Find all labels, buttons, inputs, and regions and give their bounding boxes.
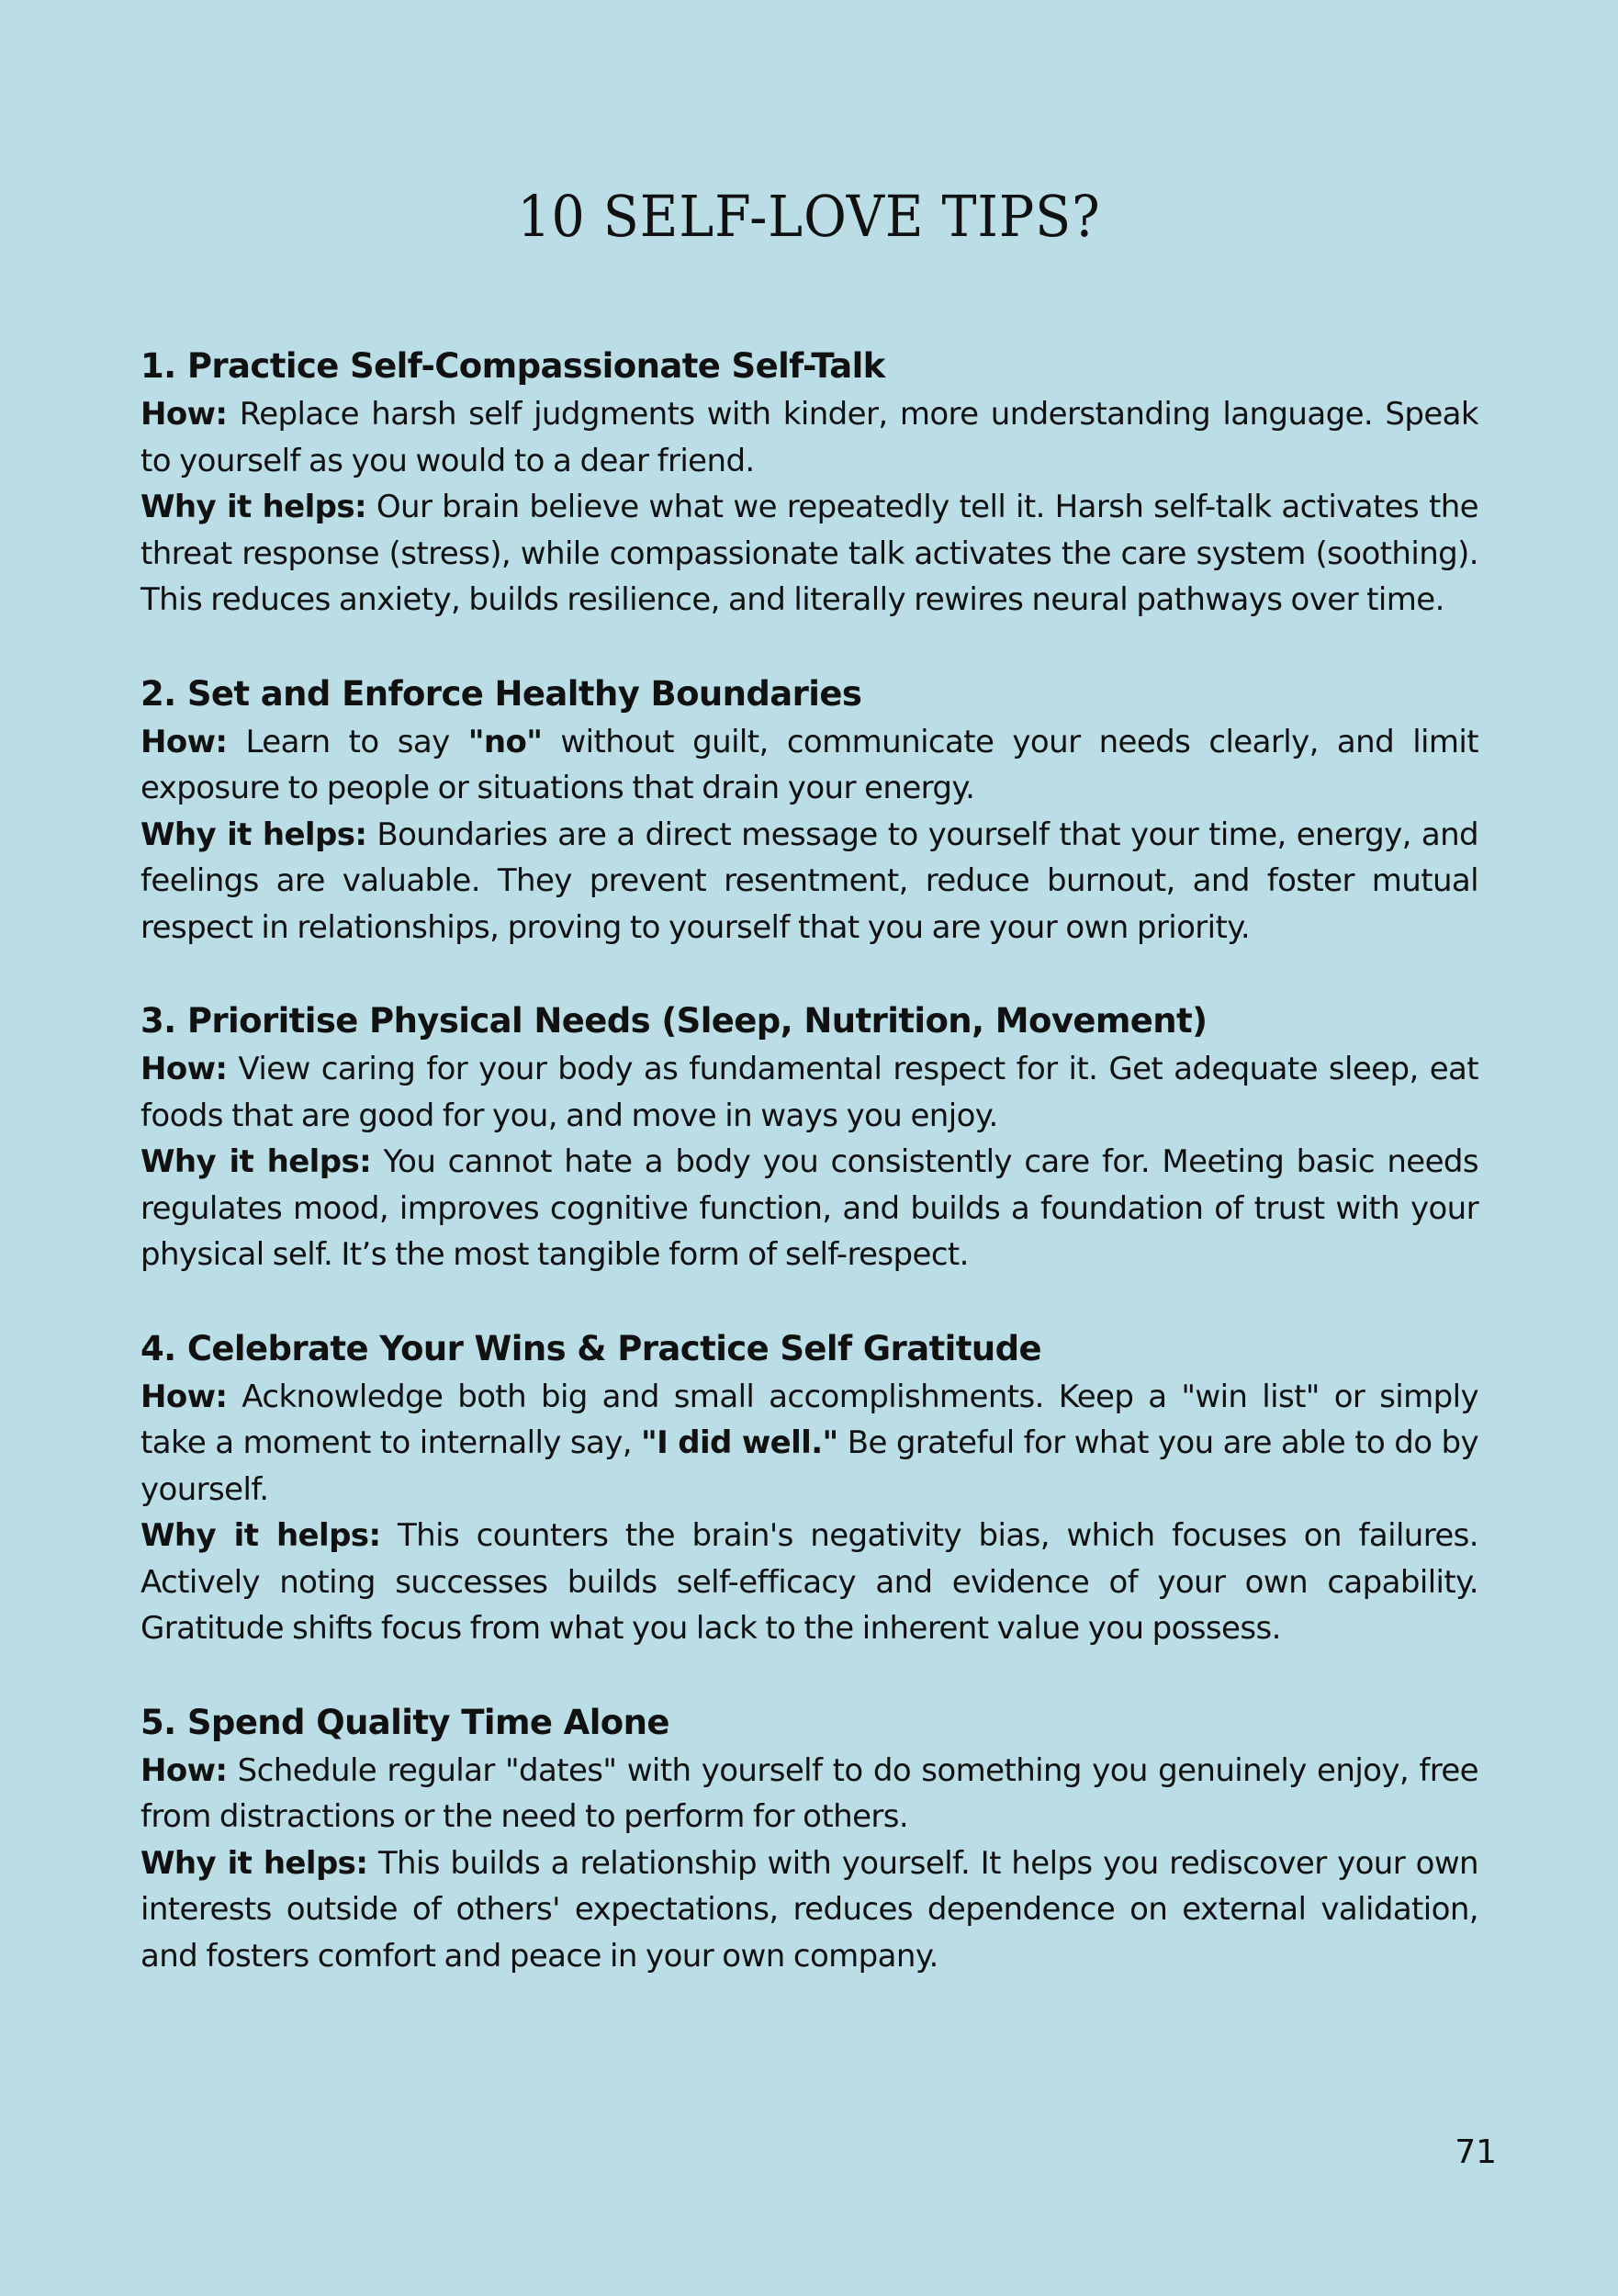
tip-heading: 2. Set and Enforce Healthy Boundaries	[140, 673, 862, 714]
page-number: 71	[1455, 2133, 1497, 2171]
how-text-continued: without guilt, communicate your needs clearly, and limit exposure to people or situations that drain your energy.	[140, 723, 1478, 806]
tip-heading: 3. Prioritise Physical Needs (Sleep, Nutrition, Movement)	[140, 1001, 1208, 1041]
why-text: Our brain believe what we repeatedly tell it. Harsh self-talk activates the threat response (stress), while compassionate talk activates the care system (soothing). This reduces anxiety, builds resilience, and literally rewires neural pathways over time.	[140, 489, 1478, 618]
page-title: 10 SELF-LOVE TIPS?	[517, 183, 1101, 250]
how-label: How:	[140, 396, 228, 433]
tip-section-5	[140, 1698, 1478, 1980]
tip-section-4	[140, 1324, 1478, 1652]
how-text: Acknowledge both big and small accomplishments. Keep a "win list" or simply take a moment to internally say,	[140, 1378, 1478, 1461]
why-text: Boundaries are a direct message to yourself that your time, energy, and feelings are valuable. They prevent resentment, reduce burnout, and foster mutual respect in relationships, proving to yourself that you are your own priority.	[140, 816, 1478, 946]
tip-heading: 4. Celebrate Your Wins & Practice Self Gratitude	[140, 1328, 1041, 1368]
how-emphasis: "no"	[467, 723, 543, 760]
tip-how	[140, 1374, 1478, 1514]
how-emphasis: "I did well."	[641, 1424, 838, 1461]
tip-how	[140, 719, 1478, 812]
tip-why	[140, 1139, 1478, 1278]
why-label: Why it helps:	[140, 489, 367, 525]
why-label: Why it helps:	[140, 816, 367, 853]
tips-list	[140, 342, 1478, 2025]
tip-why	[140, 812, 1478, 951]
how-label: How:	[140, 1751, 228, 1789]
how-text: Learn to say	[227, 723, 468, 760]
how-text-continued: Be grateful for what you are able to do by yourself.	[140, 1424, 1478, 1508]
why-label: Why it helps:	[140, 1143, 372, 1180]
why-text: This builds a relationship with yourself. It helps you rediscover your own interests outside of others' expectations, reduces dependence on external validation, and fosters comfort and peace in your own company.	[140, 1844, 1478, 1975]
why-text: This counters the brain's negativity bias, which focuses on failures. Actively noting successes builds self-efficacy and evidence of your own capability. Gratitude shifts focus from what you lack to the inherent value you possess.	[140, 1517, 1479, 1647]
tip-heading: 5. Spend Quality Time Alone	[140, 1702, 669, 1742]
how-label: How:	[140, 1378, 228, 1415]
why-label: Why it helps:	[140, 1844, 368, 1882]
tip-why	[140, 1513, 1478, 1652]
tip-how	[140, 1748, 1478, 1840]
tip-section-2	[140, 670, 1478, 951]
tip-how	[140, 1046, 1478, 1139]
tip-heading: 1. Practice Self-Compassionate Self-Talk	[140, 346, 885, 386]
how-label: How:	[140, 723, 228, 760]
tip-how	[140, 391, 1478, 484]
how-text: View caring for your body as fundamental respect for it. Get adequate sleep, eat foods that are good for you, and move in ways you enjoy.	[140, 1051, 1478, 1134]
why-label: Why it helps:	[140, 1517, 381, 1554]
tip-why	[140, 1840, 1478, 1980]
how-text: Schedule regular "dates" with yourself to do something you genuinely enjoy, free from distractions or the need to perform for others.	[140, 1751, 1478, 1835]
how-label: How:	[140, 1051, 228, 1087]
tip-section-3	[140, 996, 1478, 1278]
tip-section-1	[140, 342, 1478, 624]
how-text: Replace harsh self judgments with kinder, more understanding language. Speak to yourself as you would to a dear friend.	[140, 396, 1478, 479]
why-text: You cannot hate a body you consistently care for. Meeting basic needs regulates mood, improves cognitive function, and builds a foundation of trust with your physical self. It’s the most tangible form of self-respect.	[140, 1143, 1478, 1273]
tip-why	[140, 484, 1478, 624]
